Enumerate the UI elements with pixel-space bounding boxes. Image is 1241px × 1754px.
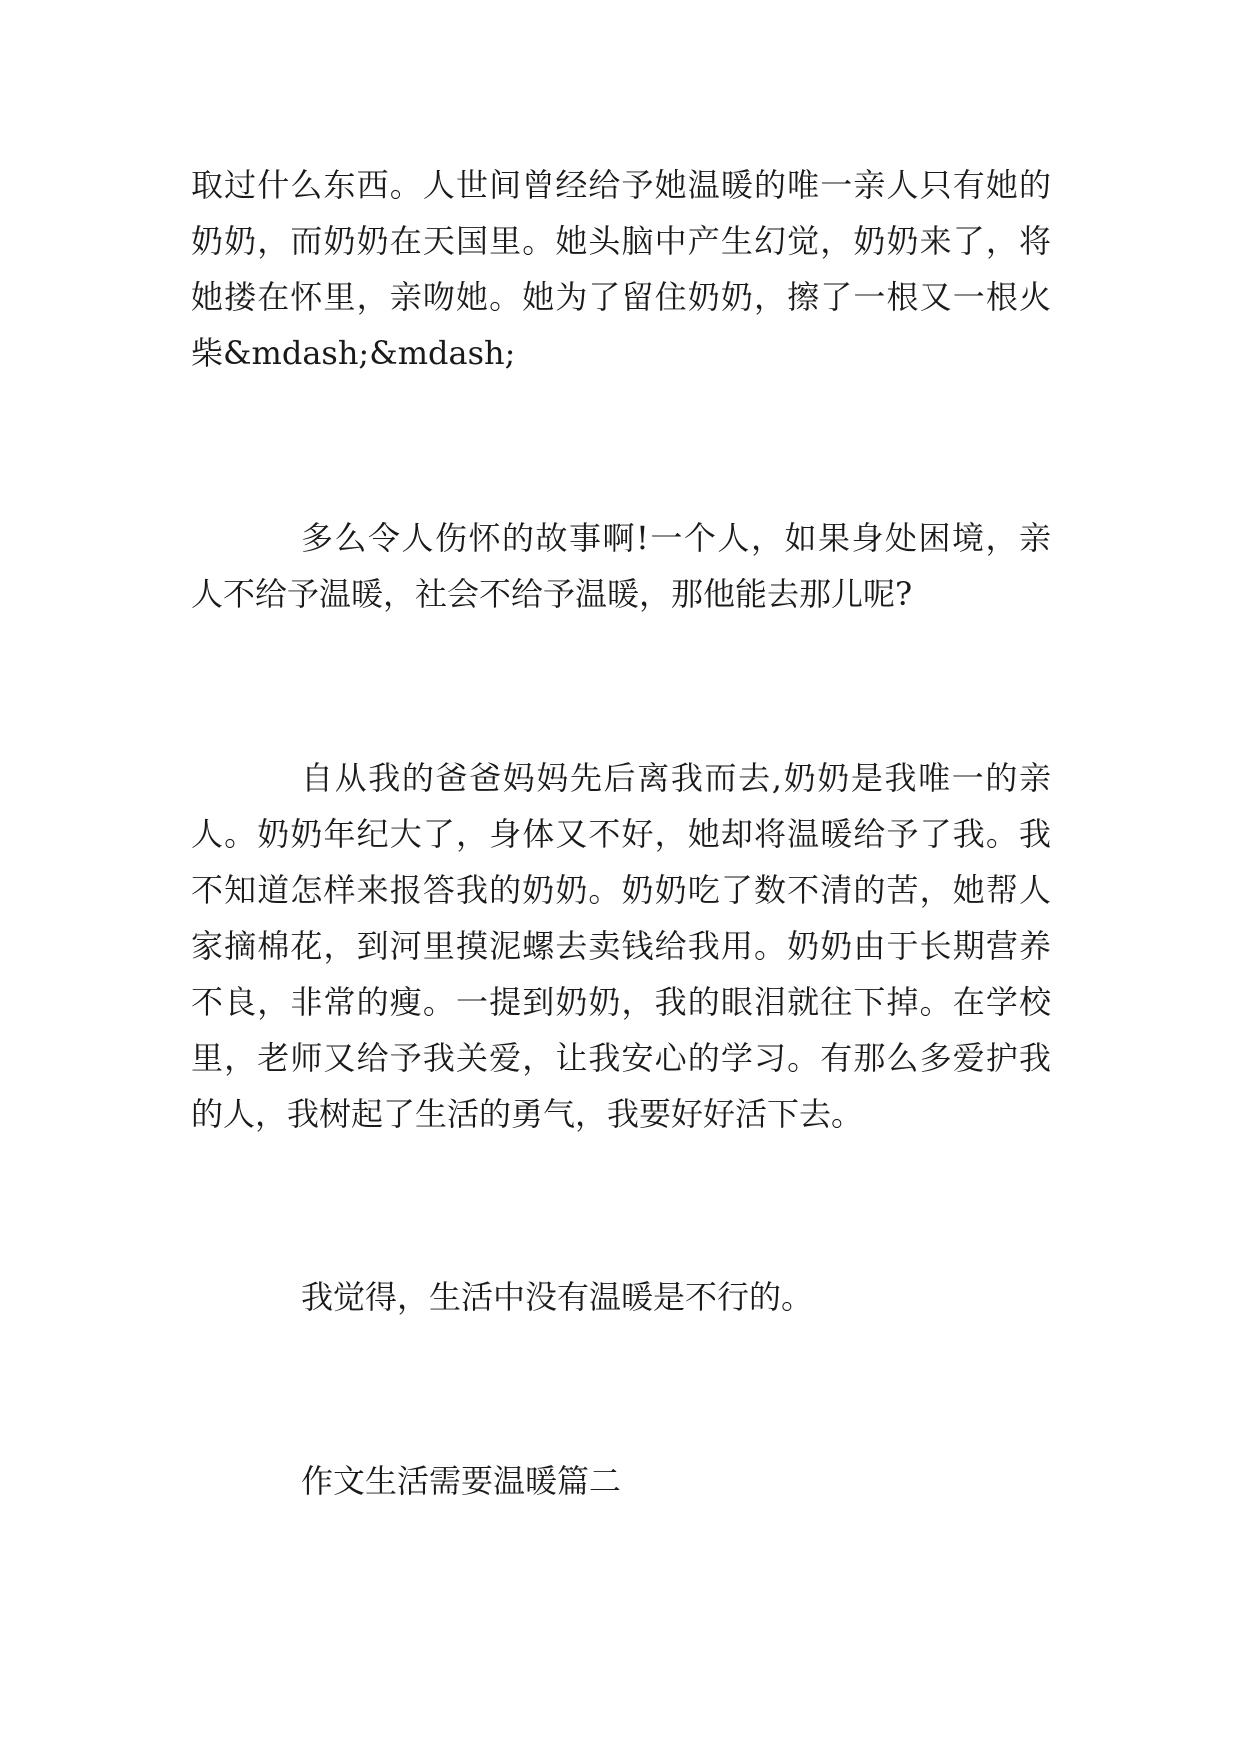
paragraph-line: 不良，非常的瘦。一提到奶奶，我的眼泪就往下掉。在学校 [191, 983, 1051, 1021]
paragraph-line: 人。奶奶年纪大了，身体又不好，她却将温暖给予了我。我 [191, 815, 1051, 853]
paragraph-line: 多么令人伤怀的故事啊!一个人，如果身处困境，亲 [301, 519, 1051, 557]
paragraph-line: 取过什么东西。人世间曾经给予她温暖的唯一亲人只有她的 [191, 166, 1051, 204]
paragraph-line: 的人，我树起了生活的勇气，我要好好活下去。 [191, 1095, 864, 1133]
paragraph-line: 她搂在怀里，亲吻她。她为了留住奶奶，擦了一根又一根火 [191, 278, 1051, 316]
paragraph-line: 奶奶，而奶奶在天国里。她头脑中产生幻觉，奶奶来了，将 [191, 222, 1051, 260]
paragraph-line: 不知道怎样来报答我的奶奶。奶奶吃了数不清的苦，她帮人 [191, 871, 1051, 909]
paragraph-line: 柴&mdash;&mdash; [191, 334, 516, 372]
paragraph-line: 家摘棉花，到河里摸泥螺去卖钱给我用。奶奶由于长期营养 [191, 927, 1051, 965]
paragraph-line: 自从我的爸爸妈妈先后离我而去,奶奶是我唯一的亲 [301, 759, 1051, 797]
paragraph-line: 人不给予温暖，社会不给予温暖，那他能去那儿呢? [191, 575, 913, 613]
section-heading-text: 作文生活需要温暖篇二 [301, 1462, 622, 1500]
paragraph-line: 我觉得，生活中没有温暖是不行的。 [301, 1278, 814, 1316]
paragraph-line: 里，老师又给予我关爱，让我安心的学习。有那么多爱护我 [191, 1039, 1051, 1077]
